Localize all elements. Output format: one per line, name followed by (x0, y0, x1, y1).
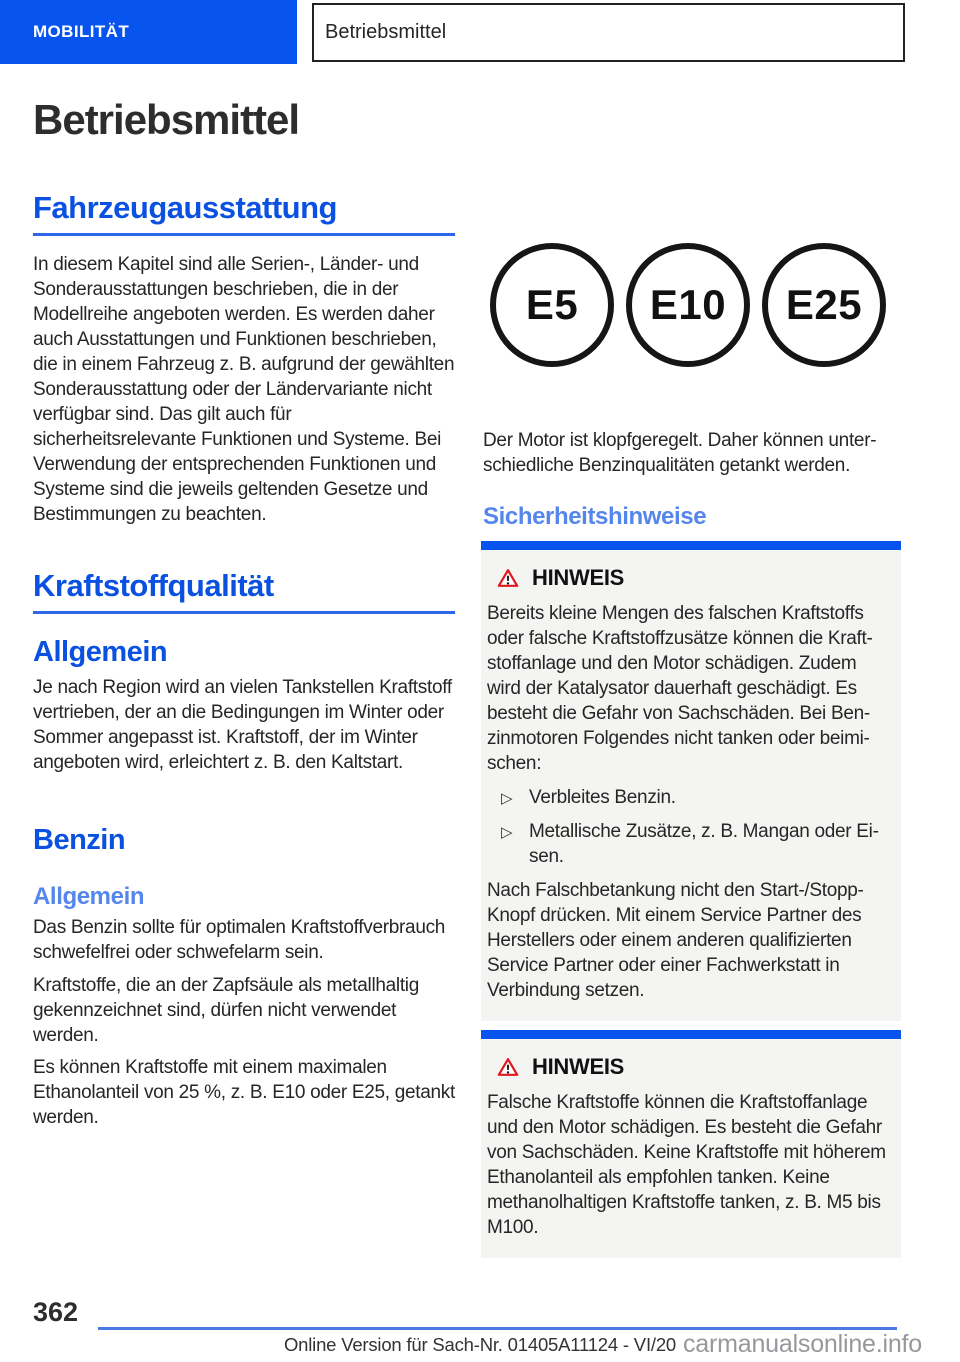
chapter-header-label: Betriebsmittel (325, 21, 447, 43)
notice-label: HINWEIS (532, 565, 625, 590)
warning-triangle-icon (497, 568, 519, 588)
paragraph-benzin-3: Es können Kraftstoffe mit einem maximalen Ethanolanteil von 25 %, z. B. E10 oder E25, getankt werden. (33, 1057, 455, 1128)
notice-box-2 (481, 1030, 901, 1258)
subheading-benzin: Benzin (33, 824, 126, 856)
triangle-bullet-icon: ▷ (501, 789, 513, 807)
notice-accent-bar (481, 541, 901, 550)
paragraph-region: Je nach Region wird an vielen Tankstellen Kraftstoff vertrieben, der an die Bedingungen im Winter oder Sommer angepasst ist. Kraftstoff, der im Winter angeboten wird, erleichtert z. B. den Kaltstart. (33, 677, 452, 773)
fuel-badge-e5 (490, 243, 614, 367)
chapter-header-box (312, 3, 905, 62)
fuel-badge-e10-label: E10 (649, 281, 727, 328)
notice2-paragraph-1: Falsche Kraftstoffe können die Kraftstoffanlage und den Motor schädigen. Es besteht die Gefahr von Sachschäden. Keine Kraftstoffe mit höherem Ethanolanteil als empfohlen tanken. Keine methanolhaltigen Kraftstoffe tanken, z. B. M5 bis M100. (487, 1092, 886, 1238)
list-item-text: Metallische Zusätze, z. B. Mangan oder Eisen. (529, 821, 879, 867)
list-item (487, 819, 887, 869)
page-number: 362 (33, 1297, 79, 1327)
paragraph-intro: In diesem Kapitel sind alle Serien-, Länder- und Sonderausstattungen beschrieben, die in der Modellreihe angeboten werden. Es werden daher auch Ausstattungen und Funktionen beschrieben, die in einem Fahrzeug z. B. aufgrund der gewählten Sonderausstattung oder der Ländervariante nicht verfügbar sind. Das gilt auch für sicherheitsrelevante Funktionen und Systeme. Bei Verwendung der entsprechenden Funktionen und Systeme sind die jeweils geltenden Gesetze und Bestimmungen zu beachten. (33, 254, 455, 525)
fuel-badge-e25 (762, 243, 886, 367)
heading-fahrzeugausstattung: Fahrzeugausstattung (33, 190, 455, 236)
warning-triangle-icon (497, 1057, 519, 1077)
paragraph-benzin-2: Kraftstoffe, die an der Zapfsäule als metallhaltig gekennzeichnet sind, dürfen nicht verwendet werden. (33, 975, 419, 1046)
section-tab (0, 0, 297, 64)
notice-header (487, 1054, 887, 1080)
notice-body (481, 550, 901, 1021)
notice1-paragraph-2: Nach Falschbetankung nicht den Start-/Stopp-Knopf drücken. Mit einem Service Partner des Herstellers oder einem anderen qualifizierten Service Partner oder einer Fachwerkstatt in Verbindung setzen. (487, 880, 864, 1001)
subheading-allgemein-1: Allgemein (33, 636, 168, 668)
notice-header (487, 565, 887, 591)
fuel-badge-e10 (626, 243, 750, 367)
list-item (487, 785, 887, 810)
notice-body (481, 1039, 901, 1258)
triangle-bullet-icon: ▷ (501, 823, 513, 841)
list-item-text: Verbleites Benzin. (529, 787, 676, 808)
footer-version-text: Online Version für Sach-Nr. 01405A11124 - VI/20 (283, 1334, 677, 1355)
section-tab-label: MOBILITÄT (33, 22, 130, 41)
watermark-text: carmanualsonline.info (683, 1330, 923, 1358)
notice1-paragraph-1: Bereits kleine Mengen des falschen Kraftstoffs oder falsche Kraftstoffzusätze können die Kraftstoffanlage und den Motor schädigen. Zudem wird der Katalysator dauerhaft geschädigt. Es besteht die Gefahr von Sachschäden. Bei Benzinmotoren Folgendes nicht tanken oder beimischen: (487, 603, 873, 774)
page-title: Betriebsmittel (33, 96, 300, 143)
notice-label: HINWEIS (532, 1054, 625, 1079)
notice-box-1 (481, 541, 901, 1021)
paragraph-benzin-1: Das Benzin sollte für optimalen Kraftstoffverbrauch schwefelfrei oder schwefelarm sein. (33, 917, 446, 963)
fuel-badge-e25-label: E25 (785, 281, 863, 328)
notice-accent-bar (481, 1030, 901, 1039)
subheading-allgemein-2: Allgemein (33, 883, 145, 910)
subheading-sicherheitshinweise: Sicherheitshinweise (483, 503, 707, 530)
notice1-bullet-list (487, 785, 887, 869)
fuel-grade-badges (490, 243, 910, 370)
paragraph-motor: Der Motor ist klopfgeregelt. Daher können unterschiedliche Benzinqualitäten getankt werden. (483, 430, 877, 476)
heading-kraftstoffqualitaet: Kraftstoffqualität (33, 568, 455, 614)
fuel-badge-e5-label: E5 (525, 281, 579, 328)
